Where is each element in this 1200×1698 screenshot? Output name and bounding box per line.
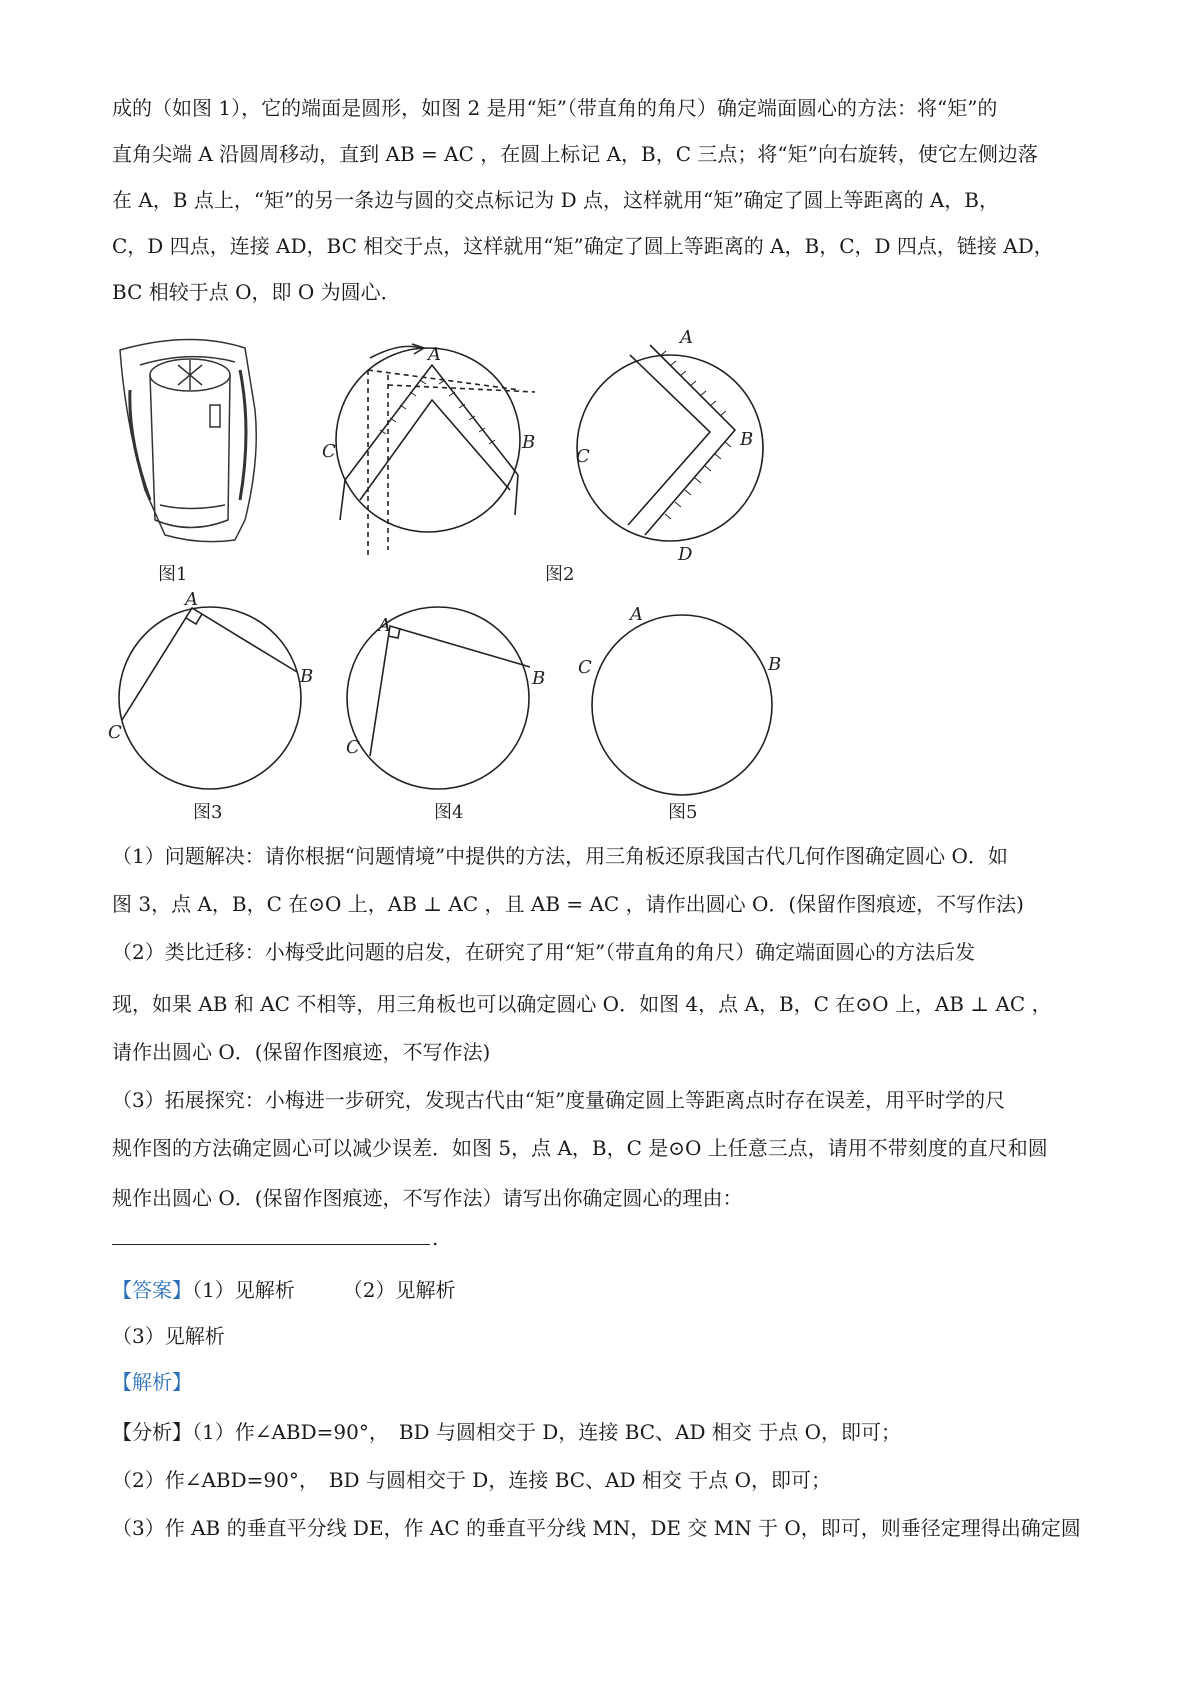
analysis-line-3: （3）作 AB 的垂直平分线 DE，作 AC 的垂直平分线 MN，DE 交 MN 于 O，即可，则垂径定理得出确定圆 <box>112 1516 1081 1540</box>
answer-blank-period: . <box>432 1226 439 1250</box>
fig5-label-a: A <box>630 604 643 625</box>
question-2-line-1: （2）类比迁移：小梅受此问题的启发，在研究了用“矩”（带直角的角尺）确定端面圆心的方法后发 <box>112 940 976 964</box>
figure-4-caption: 图4 <box>434 802 464 823</box>
figure-2a-drawing <box>336 344 535 555</box>
question-3-line-1: （3）拓展探究：小梅进一步研究，发现古代由“矩”度量确定圆上等距离点时存在误差，用平时学的尺 <box>112 1088 1006 1112</box>
answer-2: （2）见解析 <box>342 1278 456 1302</box>
fig2b-label-d: D <box>678 544 693 565</box>
fig2b-label-c: C <box>576 446 590 467</box>
figure-1-caption: 图1 <box>158 564 188 585</box>
figure-5-caption: 图5 <box>668 802 698 823</box>
analysis-line-2: （2）作∠ABD=90°， BD 与圆相交于 D，连接 BC、AD 相交 于点 O，即可； <box>112 1468 832 1492</box>
fig3-label-b: B <box>300 666 314 687</box>
paragraph-line-3: 在 A，B 点上，“矩”的另一条边与圆的交点标记为 D 点，这样就用“矩”确定了圆上等距离的 A，B， <box>112 188 1000 212</box>
paragraph-line-4: C，D 四点，连接 AD，BC 相交于点，这样就用“矩”确定了圆上等距离的 A，B，C，D 四点，链接 AD， <box>112 234 1054 258</box>
fig2a-label-b: B <box>522 432 536 453</box>
analysis-f1: （1）作∠ABD=90°， BD 与圆相交于 D，连接 BC、AD 相交 于点 O，即可； <box>192 1420 902 1444</box>
paragraph-line-1: 成的（如图 1），它的端面是圆形，如图 2 是用“矩”（带直角的角尺）确定端面圆心的方法：将“矩”的 <box>112 96 998 120</box>
figure-2b-drawing <box>577 345 763 541</box>
figures-area <box>0 330 1200 860</box>
question-3-line-2: 规作图的方法确定圆心可以减少误差．如图 5，点 A，B，C 是⊙O 上任意三点，请用不带刻度的直尺和圆 <box>112 1136 1048 1160</box>
paragraph-line-5: BC 相较于点 O，即 O 为圆心． <box>112 280 401 304</box>
question-3-line-3: 规作出圆心 O．(保留作图痕迹，不写作法）请写出你确定圆心的理由： <box>112 1186 743 1210</box>
figure-2-caption: 图2 <box>545 564 575 585</box>
figure-4-drawing <box>347 607 530 789</box>
fig2a-label-a: A <box>428 344 441 365</box>
figure-3-drawing <box>119 607 301 789</box>
figure-1-drawing <box>120 339 256 541</box>
question-1-line-1: （1）问题解决：请你根据“问题情境”中提供的方法，用三角板还原我国古代几何作图确定圆心 O．如 <box>112 844 1008 868</box>
analysis-line-1 <box>112 1418 901 1446</box>
fig4-label-c: C <box>346 737 360 758</box>
figure-3-caption: 图3 <box>193 802 223 823</box>
fig2a-label-c: C <box>322 441 336 462</box>
question-1-line-2: 图 3，点 A，B，C 在⊙O 上，AB ⊥ AC ，且 AB = AC ，请作出圆心 O．(保留作图痕迹，不写作法) <box>112 892 1024 916</box>
paragraph-line-2: 直角尖端 A 沿圆周移动，直到 AB = AC ，在圆上标记 A，B，C 三点；将“矩”向右旋转，使它左侧边落 <box>112 142 1038 166</box>
answer-3: （3）见解析 <box>112 1324 225 1348</box>
fig4-label-a: A <box>378 615 391 636</box>
answer-1: （1）见解析 <box>192 1278 295 1302</box>
fig3-label-c: C <box>108 722 122 743</box>
answer-tag: 【答案】 <box>112 1278 192 1302</box>
fenxi-tag: 【分析】 <box>112 1420 192 1444</box>
fig5-label-c: C <box>578 657 592 678</box>
fig2b-label-b: B <box>740 429 754 450</box>
answer-blank-line <box>112 1244 430 1245</box>
question-2-line-2: 现，如果 AB 和 AC 不相等，用三角板也可以确定圆心 O．如图 4，点 A，B，C 在⊙O 上，AB ⊥ AC ， <box>112 992 1052 1016</box>
question-2-line-3: 请作出圆心 O．(保留作图痕迹，不写作法) <box>112 1040 491 1064</box>
fig2b-label-a: A <box>680 330 693 348</box>
fig4-label-b: B <box>532 668 546 689</box>
figure-5-drawing <box>592 615 772 795</box>
analysis-tag: 【解析】 <box>112 1370 192 1394</box>
fig3-label-a: A <box>185 589 198 610</box>
fig5-label-b: B <box>768 654 782 675</box>
answer-line <box>112 1276 455 1304</box>
